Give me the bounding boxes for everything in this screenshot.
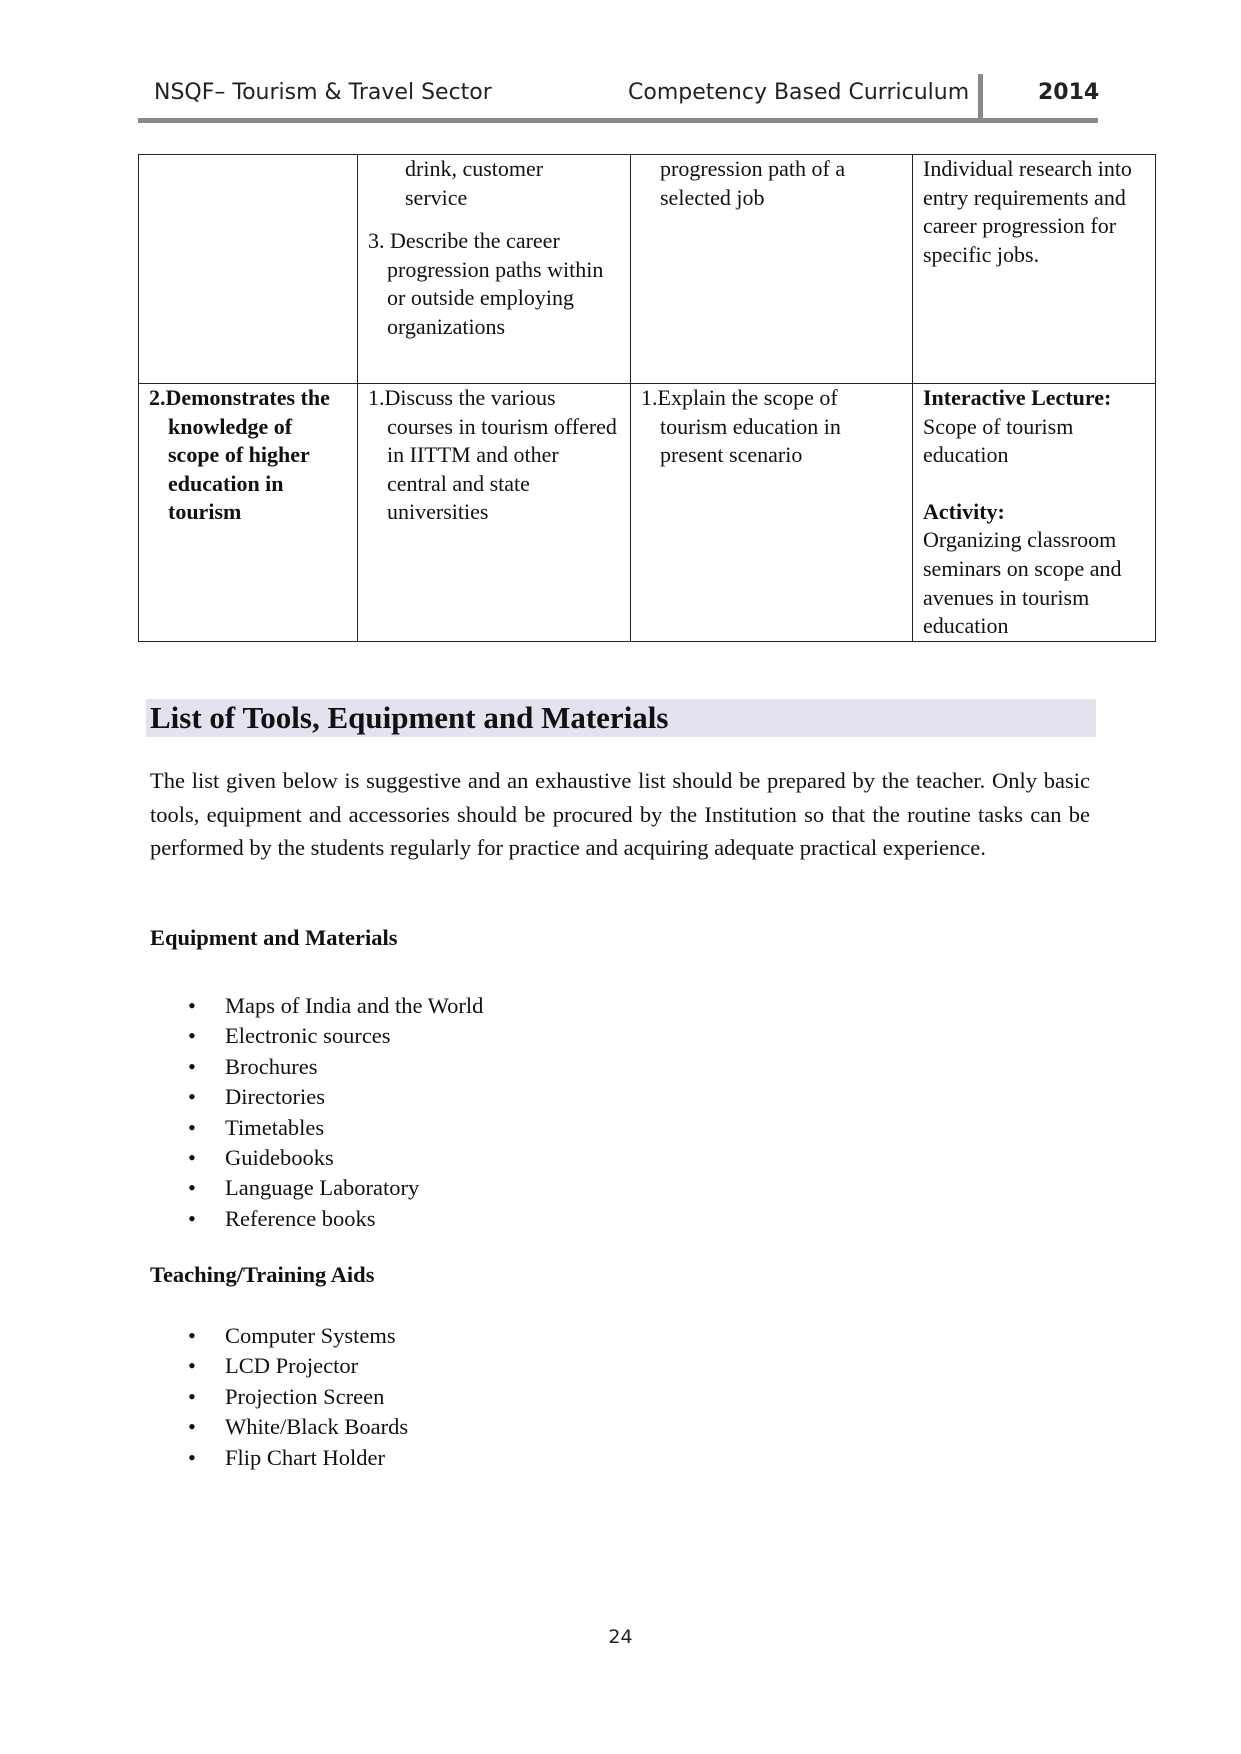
row2-lecture-heading: Interactive Lecture: [923,385,1112,410]
table-cell [139,155,358,384]
equipment-list [150,991,483,1234]
aids-heading: Teaching/Training Aids [150,1262,375,1287]
row2-activity-heading: Activity: [923,498,1005,524]
header-curriculum: Competency Based Curriculum [628,80,970,105]
row1-col2-item3: 3. Describe the career progression paths within or outside employing organizations [368,228,604,339]
header-year: 2014 [1038,80,1100,105]
row2-col2: 1.Discuss the various courses in tourism offered in IITTM and other central and state universities [368,385,617,525]
table-cell [358,155,631,384]
list-item: • White/Black Boards [150,1412,408,1442]
list-item: • LCD Projector [150,1351,408,1381]
row2-activity-text: Organizing classroom seminars on scope and avenues in tourism education [923,527,1122,639]
row1-col3: progression path of a selected job [660,156,846,210]
page-header [138,62,1100,108]
list-item: • Flip Chart Holder [150,1443,408,1473]
section-title: List of Tools, Equipment and Materials [146,699,1096,737]
header-divider [978,74,983,118]
table-cell [913,384,1156,642]
intro-paragraph: The list given below is suggestive and an exhaustive list should be prepared by the teacher. Only basic tools, equipment and accessories should be procured by the Institution so that the routine tasks can be performed by the students regularly for practice and acquiring adequate practical experience. [150,768,1090,860]
table-cell [913,155,1156,384]
list-item: • Electronic sources [150,1021,483,1051]
equipment-heading: Equipment and Materials [150,925,398,950]
header-sector: NSQF– Tourism & Travel Sector [154,80,492,105]
table-cell [139,384,358,642]
list-item: • Brochures [150,1052,483,1082]
row1-col4: Individual research into entry requirements and career progression for specific jobs. [923,156,1132,267]
header-rule [138,118,1098,123]
list-item: • Directories [150,1082,483,1112]
list-item: • Timetables [150,1113,483,1143]
row1-col2-line1: drink, customer [405,156,544,181]
row2-learning-outcome: 2.Demonstrates the knowledge of scope of higher education in tourism [149,385,330,525]
curriculum-table [138,154,1156,642]
list-item: • Language Laboratory [150,1173,483,1203]
table-row [139,155,1156,384]
table-row [139,384,1156,642]
row1-col2-line2: service [405,184,468,210]
list-item: • Computer Systems [150,1321,408,1351]
page-number: 24 [608,1626,633,1648]
table-cell [631,384,913,642]
list-item: • Reference books [150,1204,483,1234]
table-cell [631,155,913,384]
row2-lecture-text: Scope of tourism education [923,413,1074,468]
aids-list [150,1321,408,1473]
table-cell [358,384,631,642]
list-item: • Guidebooks [150,1143,483,1173]
row2-col3: 1.Explain the scope of tourism education in present scenario [641,385,841,468]
list-item: • Projection Screen [150,1382,408,1412]
list-item: • Maps of India and the World [150,991,483,1021]
